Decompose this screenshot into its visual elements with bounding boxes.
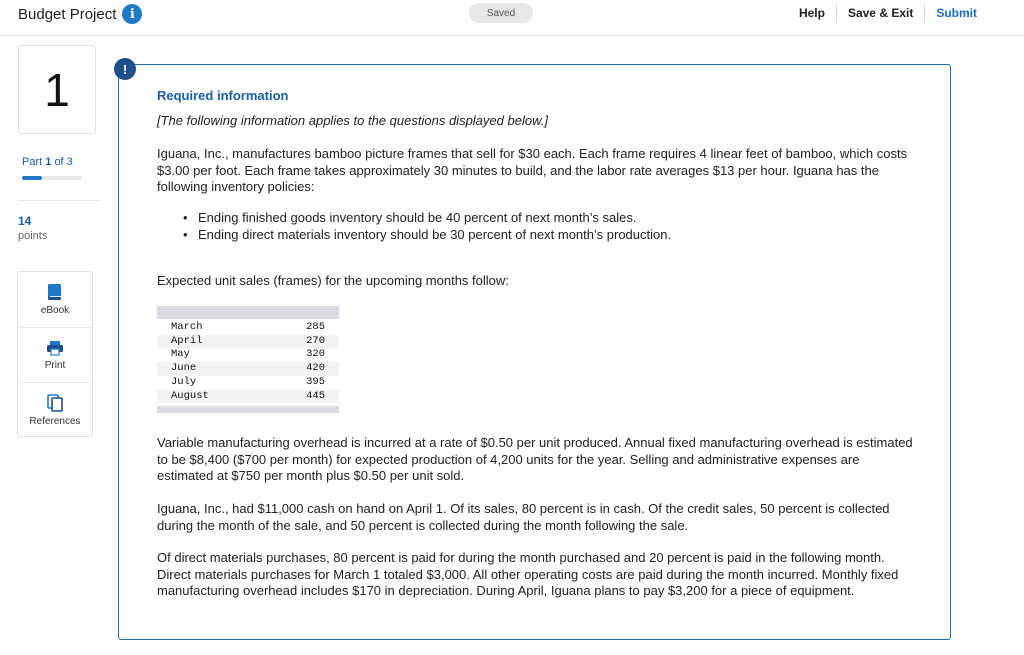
- table-row: [157, 376, 339, 390]
- policy-item: • Ending finished goods inventory should be 40 percent of next month’s sales.: [183, 209, 903, 226]
- top-bar: [0, 0, 1024, 36]
- table-row: [157, 362, 339, 376]
- table-row: [157, 390, 339, 404]
- part-indicator: [22, 156, 100, 168]
- units-cell: 285: [306, 321, 325, 333]
- units-cell: 320: [306, 348, 325, 361]
- alert-icon: !: [114, 58, 136, 80]
- sales-table-body: [157, 319, 339, 403]
- month-cell: March: [171, 321, 203, 333]
- print-button[interactable]: [18, 327, 92, 382]
- tools-panel: [17, 271, 93, 437]
- app-title-text: Budget Project: [18, 5, 117, 23]
- save-exit-button[interactable]: Save & Exit: [836, 5, 924, 21]
- inventory-policies: [183, 209, 903, 243]
- units-cell: 420: [306, 362, 325, 375]
- points-value: 14: [18, 214, 32, 228]
- printer-icon: [46, 340, 64, 356]
- references-icon: [47, 394, 63, 412]
- book-icon: [47, 283, 63, 301]
- part-of: of 3: [54, 156, 73, 168]
- required-info-note: [The following information applies to the questions displayed below.]: [157, 113, 548, 128]
- sidebar-divider: [18, 200, 100, 201]
- sales-table-header: [157, 306, 339, 319]
- ebook-button[interactable]: [18, 272, 92, 327]
- sales-table-footer: [157, 406, 339, 413]
- month-cell: April: [171, 334, 203, 347]
- points-label: points: [18, 230, 48, 242]
- table-row: [157, 348, 339, 362]
- references-button[interactable]: [18, 382, 92, 437]
- help-button[interactable]: Help: [798, 6, 825, 20]
- submit-button[interactable]: Submit: [924, 5, 988, 21]
- info-icon[interactable]: i: [122, 4, 142, 24]
- overhead-paragraph: Variable manufacturing overhead is incurred at a rate of $0.50 per unit produced. Annual fixed manufacturing overhead is estimated to be $8,400 ($700 per month) for expected production of 4,200 units for the year. Selling and administrative expenses are estimated at $750 per month plus $0.50 per unit sold.: [157, 435, 913, 483]
- month-cell: August: [171, 389, 209, 402]
- part-prefix: Part: [22, 156, 43, 168]
- purchases-paragraph: Of direct materials purchases, 80 percent is paid for during the month purchased and 20 percent is paid in the following month. Direct materials purchases for March 1 totaled $3,000. All other operating costs are paid during the month incurred. Monthly fixed manufacturing overhead includes $170 in depreciation. During April, Iguana plans to pay $3,200 for a piece of equipment.: [157, 550, 899, 598]
- part-current: 1: [45, 156, 52, 168]
- intro-paragraph: Iguana, Inc., manufactures bamboo picture frames that sell for $30 each. Each frame requires 4 linear feet of bamboo, which costs $3.00 per foot. Each frame takes approximately 30 minutes to build, and the labor rate averages $13 per hour. Iguana has the following inventory policies:: [157, 146, 908, 194]
- part-progress-fill: [22, 176, 42, 180]
- month-cell: June: [171, 362, 197, 375]
- policy-item: • Ending direct materials inventory should be 30 percent of next month’s production.: [183, 226, 903, 243]
- part-progress-bar: [22, 176, 82, 180]
- units-cell: 270: [306, 334, 325, 347]
- units-cell: 445: [306, 389, 325, 402]
- top-actions: [788, 5, 988, 21]
- app-title: [18, 4, 142, 24]
- saved-status-badge: Saved: [469, 3, 533, 23]
- month-cell: May: [171, 348, 190, 361]
- question-number: 1: [18, 45, 96, 134]
- cash-paragraph: Iguana, Inc., had $11,000 cash on hand on April 1. Of its sales, 80 percent is in cash. Of the credit sales, 50 percent is collected during the month of the sale, and 50 percent is collected during the month following the sale.: [157, 501, 890, 533]
- print-label: Print: [44, 359, 66, 371]
- units-cell: 395: [306, 375, 325, 388]
- sales-table: [157, 306, 339, 413]
- ebook-label: eBook: [40, 305, 70, 316]
- required-info-title: Required information: [157, 88, 289, 103]
- month-cell: July: [171, 375, 197, 388]
- table-row: [157, 335, 339, 349]
- table-row: [157, 321, 339, 335]
- sales-intro: Expected unit sales (frames) for the upcoming months follow:: [157, 273, 509, 288]
- references-label: References: [29, 415, 81, 427]
